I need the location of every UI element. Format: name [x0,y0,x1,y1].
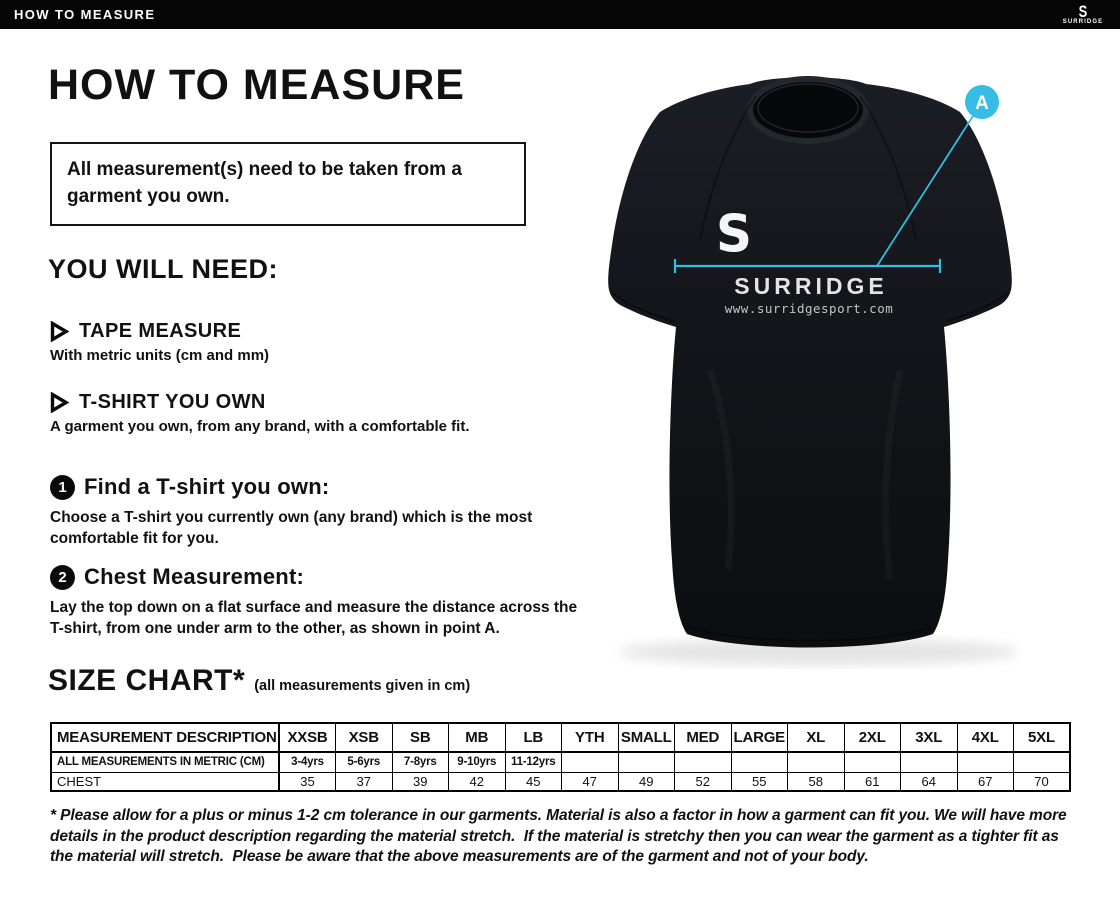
cell: 52 [675,772,732,791]
cell [618,752,675,772]
col-size-med: MED [675,723,732,752]
tshirt-body [608,77,1012,647]
cell: 3-4yrs [279,752,336,772]
size-chart [50,722,1071,792]
col-size-5xl: 5XL [1014,723,1071,752]
need-item-description: A garment you own, from any brand, with a comfortable fit. [50,418,470,435]
need-item-tshirt [50,391,469,435]
step-1-title: Find a T-shirt you own: [84,474,330,499]
col-size-yth: YTH [562,723,619,752]
cell: 70 [1014,772,1071,791]
point-a-marker [965,85,999,119]
step-2 [50,564,580,639]
size-chart-subheading: (all measurements given in cm) [254,678,471,694]
step-1 [50,474,580,549]
surridge-logo-wordmark: SURRIDGE [1062,18,1104,25]
step-1-number-badge: 1 [50,475,75,500]
cell: 11-12yrs [505,752,562,772]
col-size-mb: MB [449,723,506,752]
notice-box [50,142,526,226]
size-chart-table [50,722,1071,792]
arrow-bullet-icon [50,392,69,413]
step-2-description: Lay the top down on a flat surface and measure the distance across the T-shirt, from one under arm to the other, as shown in point A. [50,599,578,637]
page-title: HOW TO MEASURE [48,61,465,109]
col-size-lb: LB [505,723,562,752]
col-size-3xl: 3XL [901,723,958,752]
col-size-xsb: XSB [336,723,393,752]
col-size-xl: XL [788,723,845,752]
point-a-label: A [975,93,989,114]
notice-text: All measurement(s) need to be taken from a garment you own. [67,159,462,207]
you-will-need-heading: YOU WILL NEED: [48,254,279,284]
cell [844,752,901,772]
cell: 7-8yrs [392,752,449,772]
row-label: CHEST [51,772,279,791]
cell: 64 [901,772,958,791]
cell: 61 [844,772,901,791]
step-2-title: Chest Measurement: [84,564,304,589]
table-row [51,772,1070,791]
top-bar-title: HOW TO MEASURE [14,7,156,22]
tolerance-footnote: * Please allow for a plus or minus 1-2 cm tolerance in our garments. Material is also a factor in how a garment can fit you. We will have more details in the product description regarding the material stretch. If the material is stretchy then you can wear the garment as a tighter fit as the material will stretch. Please be aware that the above measurements are of the garment and not of your body. [50,807,1071,866]
surridge-logo [1060,1,1106,25]
cell: 45 [505,772,562,791]
row-label: ALL MEASUREMENTS IN METRIC (CM) [51,752,279,772]
need-item-description: With metric units (cm and mm) [50,347,270,364]
size-chart-head-row [51,723,1070,752]
col-measurement-description: MEASUREMENT DESCRIPTION [51,723,279,752]
surridge-monogram-icon: S [1078,1,1088,21]
cell: 55 [731,772,788,791]
cell: 49 [618,772,675,791]
cell: 47 [562,772,619,791]
cell [562,752,619,772]
cell [788,752,845,772]
cell [1014,752,1071,772]
arrow-bullet-icon [50,321,69,342]
cell [901,752,958,772]
cell: 9-10yrs [449,752,506,772]
shirt-wordmark: SURRIDGE [734,273,888,299]
cell: 42 [449,772,506,791]
top-bar [0,0,1120,29]
cell: 35 [279,772,336,791]
shirt-monogram: S [715,204,753,266]
cell: 5-6yrs [336,752,393,772]
need-item-tape-measure [50,320,269,364]
tshirt-illustration [560,50,1090,675]
shirt-website: www.surridgesport.com [724,301,894,316]
size-chart-heading-row [48,664,470,698]
cell: 37 [336,772,393,791]
cell: 39 [392,772,449,791]
need-item-title: T-SHIRT YOU OWN [79,391,266,413]
cell: 67 [957,772,1014,791]
need-item-title: TAPE MEASURE [79,320,242,342]
size-chart-body [51,752,1070,791]
tshirt-figure [560,50,1090,675]
cell [675,752,732,772]
cell [957,752,1014,772]
col-size-4xl: 4XL [957,723,1014,752]
col-size-small: SMALL [618,723,675,752]
col-size-sb: SB [392,723,449,752]
size-chart-heading: SIZE CHART* [48,664,246,697]
col-size-large: LARGE [731,723,788,752]
col-size-2xl: 2XL [844,723,901,752]
col-size-xxsb: XXSB [279,723,336,752]
step-2-number-badge: 2 [50,565,75,590]
table-row [51,752,1070,772]
cell: 58 [788,772,845,791]
step-1-description: Choose a T-shirt you currently own (any brand) which is the most comfortable fit for you. [50,509,533,547]
cell [731,752,788,772]
